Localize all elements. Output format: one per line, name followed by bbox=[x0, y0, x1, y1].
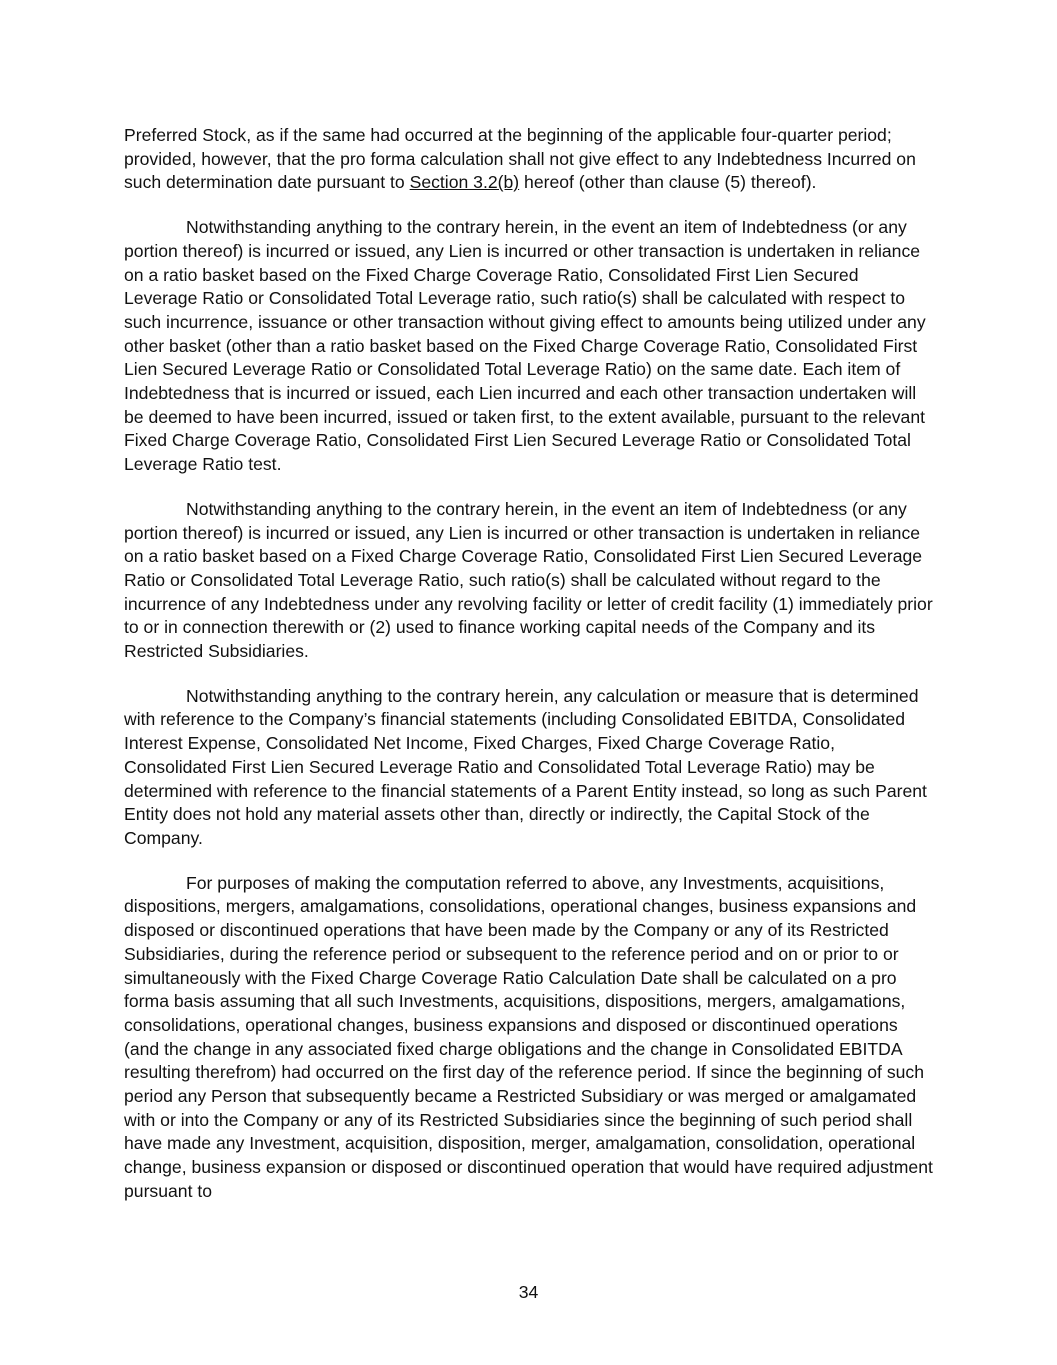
page-number: 34 bbox=[518, 1282, 539, 1302]
paragraph-computation: For purposes of making the computation referred to above, any Investments, acquisitions, dispositions, mergers, amalgamations, consolidations, operational changes, business expansions and disposed or discontinued operations that have been made by the Company or any of its Restricted Subsidiaries, during the reference period or subsequent to the reference period and on or prior to or simultaneously with the Fixed Charge Coverage Ratio Calculation Date shall be calculated on a pro forma basis assuming that all such Investments, acquisitions, dispositions, mergers, amalgamations, consolidations, operational changes, business expansions and disposed or discontinued operations (and the change in any associated fixed charge obligations and the change in Consolidated EBITDA resulting therefrom) had occurred on the first day of the reference period. If since the beginning of such period any Person that subsequently became a Restricted Subsidiary or was merged or amalgamated with or into the Company or any of its Restricted Subsidiaries since the beginning of such period shall have made any Investment, acquisition, disposition, merger, amalgamation, consolidation, operational change, business expansion or disposed or discontinued operation that would have required adjustment pursuant to bbox=[124, 872, 933, 1201]
document-body bbox=[124, 124, 936, 1225]
paragraph-ratio-basket: Notwithstanding anything to the contrary herein, in the event an item of Indebtedness (or any portion thereof) is incurred or issued, any Lien is incurred or other transaction is undertaken in reliance on a ratio basket based on the Fixed Charge Coverage Ratio, Consolidated First Lien Secured Leverage Ratio or Consolidated Total Leverage ratio, such ratio(s) shall be calculated with respect to such incurrence, issuance or other transaction without giving effect to amounts being utilized under any other basket (other than a ratio basket based on the Fixed Charge Coverage Ratio, Consolidated First Lien Secured Leverage Ratio or Consolidated Total Leverage Ratio) on the same date. Each item of Indebtedness that is incurred or issued, each Lien incurred and each other transaction undertaken will be deemed to have been incurred, issued or taken first, to the extent available, pursuant to the relevant Fixed Charge Coverage Ratio, Consolidated First Lien Secured Leverage Ratio or Consolidated Total Leverage Ratio test. bbox=[124, 217, 926, 475]
paragraph-text: Preferred Stock, as if the same had occurred at the beginning of the applicable four-quarter period; provided, however, that the pro forma calculation shall not give effect to any Indebtedness Incurred on such determination date pursuant to bbox=[124, 125, 916, 193]
paragraph-preferred-stock bbox=[124, 124, 936, 195]
section-reference-link[interactable]: Section 3.2(b) bbox=[409, 172, 520, 193]
paragraph-text: hereof (other than clause (5) thereof). bbox=[519, 172, 817, 193]
paragraph-parent-entity: Notwithstanding anything to the contrary herein, any calculation or measure that is determined with reference to the Company’s financial statements (including Consolidated EBITDA, Consolidated Interest Expense, Consolidated Net Income, Fixed Charges, Fixed Charge Coverage Ratio, Consolidated First Lien Secured Leverage Ratio and Consolidated Total Leverage Ratio) may be determined with reference to the financial statements of a Parent Entity instead, so long as such Parent Entity does not hold any material assets other than, directly or indirectly, the Capital Stock of the Company. bbox=[124, 685, 927, 848]
paragraph-revolving-facility: Notwithstanding anything to the contrary herein, in the event an item of Indebtedness (or any portion thereof) is incurred or issued, any Lien is incurred or other transaction is undertaken in reliance on a ratio basket based on a Fixed Charge Coverage Ratio, Consolidated First Lien Secured Leverage Ratio or Consolidated Total Leverage Ratio, such ratio(s) shall be calculated without regard to the incurrence of any Indebtedness under any revolving facility or letter of credit facility (1) immediately prior to or in connection therewith or (2) used to finance working capital needs of the Company and its Restricted Subsidiaries. bbox=[124, 498, 933, 662]
